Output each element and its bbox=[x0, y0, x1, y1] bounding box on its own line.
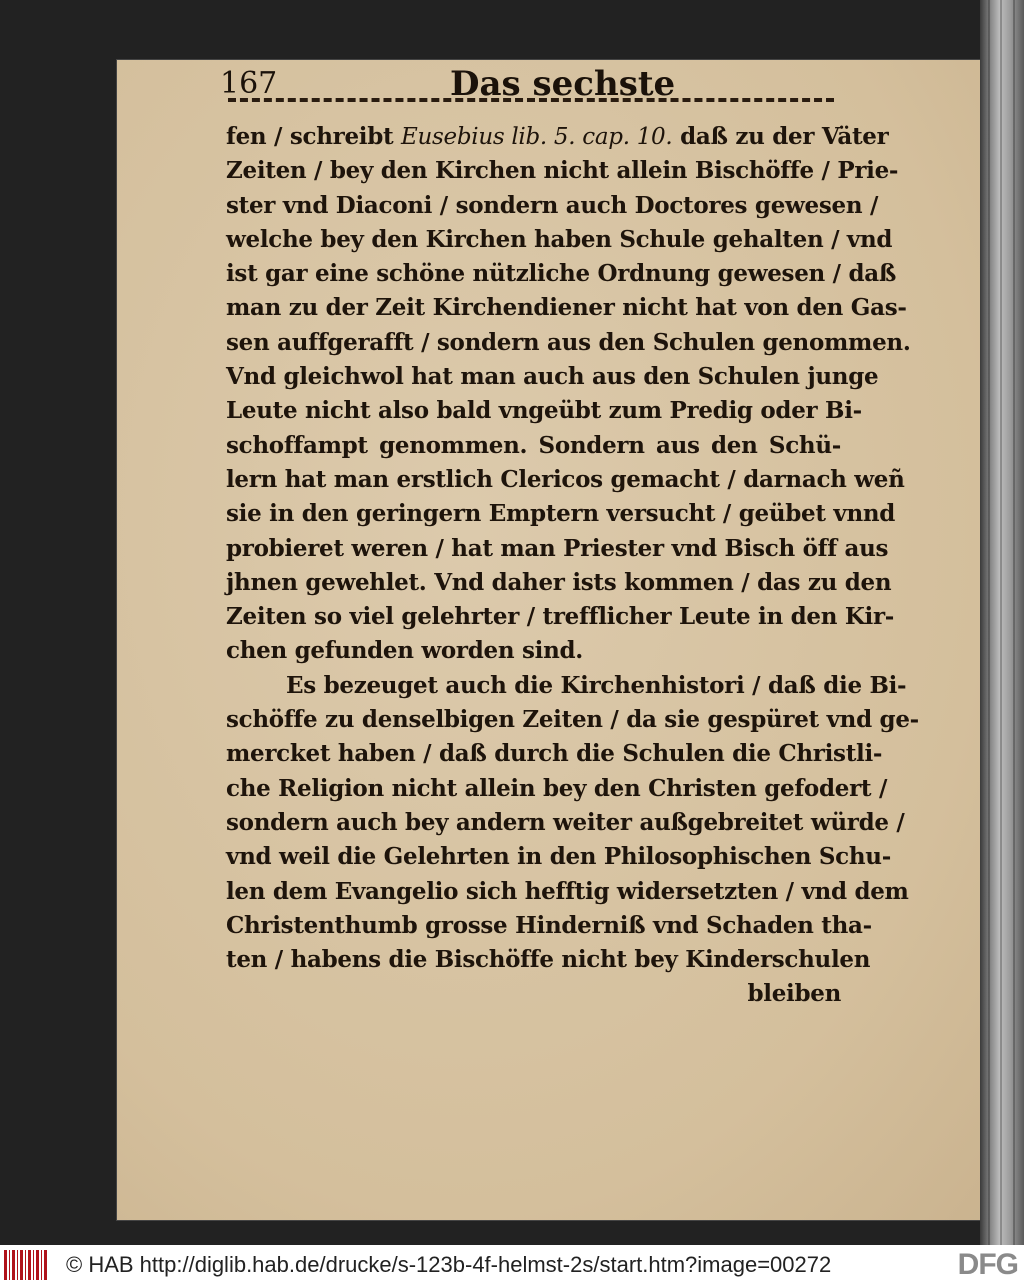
catchword: bleiben bbox=[747, 980, 841, 1008]
text-line: Zeiten / bey den Kirchen nicht allein Bischöffe / Prie- bbox=[226, 157, 899, 185]
text-line: probieret weren / hat man Priester vnd Bisch öff aus bbox=[226, 534, 889, 562]
running-head: Das sechste bbox=[450, 64, 676, 104]
page-number: 167 bbox=[220, 66, 278, 101]
citation: Eusebius lib. 5. cap. 10. bbox=[401, 124, 673, 150]
text-line: che Religion nicht allein bey den Christen gefodert / bbox=[226, 774, 888, 802]
text-line: vnd weil die Gelehrten in den Philosophischen Schu- bbox=[226, 843, 891, 871]
text-line: welche bey den Kirchen haben Schule gehalten / vnd bbox=[226, 225, 893, 253]
text-fragment: daß zu der Väter bbox=[672, 123, 889, 150]
text-line bbox=[226, 120, 889, 154]
dfg-logo: DFG bbox=[957, 1248, 1018, 1281]
copyright-url[interactable]: © HAB http://diglib.hab.de/drucke/s-123b-4f-helmst-2s/start.htm?image=00272 bbox=[66, 1252, 832, 1277]
header-rule bbox=[228, 98, 834, 102]
text-line: len dem Evangelio sich hefftig widersetzten / vnd dem bbox=[226, 877, 909, 905]
text-line: Leute nicht also bald vngeübt zum Predig oder Bi- bbox=[226, 397, 862, 425]
book-gutter bbox=[980, 0, 1024, 1245]
text-line: mercket haben / daß durch die Schulen die Christli- bbox=[226, 740, 883, 768]
text-line: Christenthumb grosse Hinderniß vnd Schaden tha- bbox=[226, 911, 872, 939]
text-line: schoffampt genommen. Sondern aus den Schü- bbox=[226, 431, 841, 459]
text-line: schöffe zu denselbigen Zeiten / da sie gespüret vnd ge- bbox=[226, 706, 919, 734]
text-line: Es bezeuget auch die Kirchenhistori / daß die Bi- bbox=[286, 671, 907, 699]
text-line: Zeiten so viel gelehrter / trefflicher Leute in den Kir- bbox=[226, 603, 895, 631]
text-line: Vnd gleichwol hat man auch aus den Schulen junge bbox=[226, 363, 879, 391]
text-line: sen auffgerafft / sondern aus den Schulen genommen. bbox=[226, 328, 911, 356]
text-line: ist gar eine schöne nützliche Ordnung gewesen / daß bbox=[226, 260, 897, 288]
text-line: man zu der Zeit Kirchendiener nicht hat von den Gas- bbox=[226, 294, 907, 322]
text-line: jhnen gewehlet. Vnd daher ists kommen / das zu den bbox=[226, 568, 892, 596]
text-line: lern hat man erstlich Clericos gemacht / darnach weñ bbox=[226, 465, 905, 493]
footer-bar bbox=[0, 1245, 1024, 1285]
text-line: ten / habens die Bischöffe nicht bey Kinderschulen bbox=[226, 946, 871, 974]
text-fragment: fen / schreibt bbox=[226, 123, 402, 150]
text-line: sie in den geringern Emptern versucht / geübet vnnd bbox=[226, 500, 896, 528]
hab-logo-icon bbox=[4, 1250, 48, 1280]
text-line: chen gefunden worden sind. bbox=[226, 637, 583, 665]
body-text bbox=[226, 120, 919, 1012]
text-line: ster vnd Diaconi / sondern auch Doctores gewesen / bbox=[226, 191, 879, 219]
text-line: sondern auch bey andern weiter außgebreitet würde / bbox=[226, 808, 905, 836]
